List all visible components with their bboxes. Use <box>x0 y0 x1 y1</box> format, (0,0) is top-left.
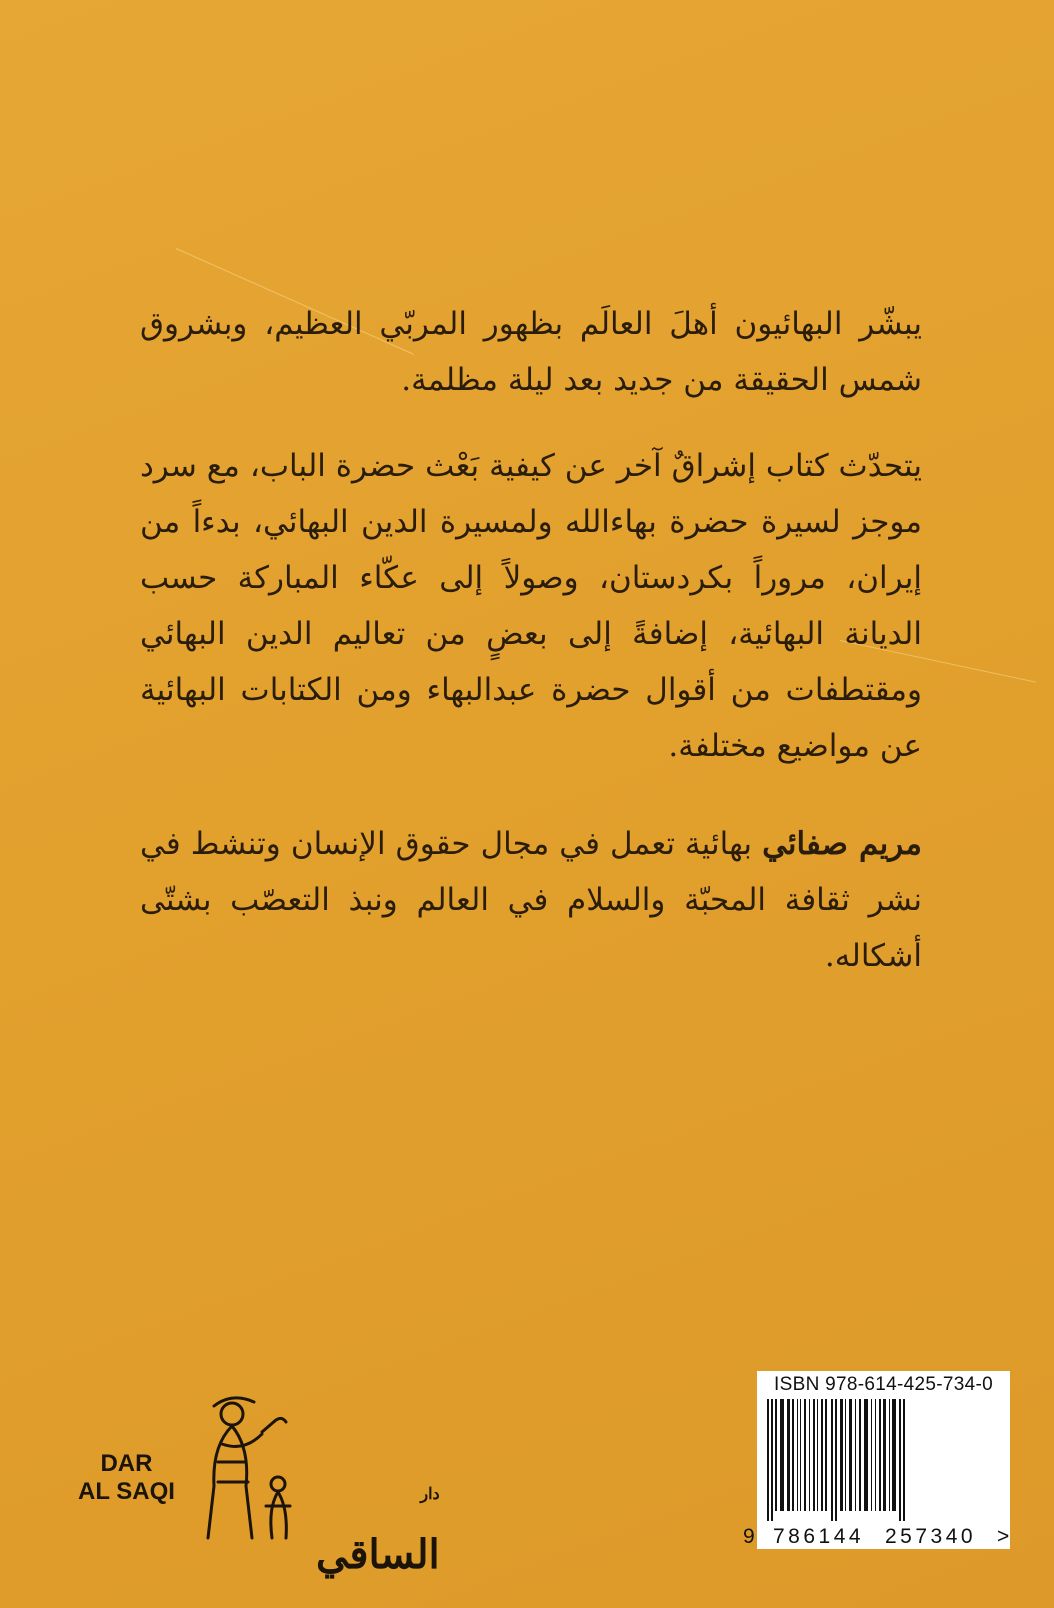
barcode-bar <box>871 1399 872 1511</box>
barcode-bar <box>889 1399 890 1511</box>
barcode-bar <box>849 1399 852 1511</box>
ean-quiet-zone-marker: > <box>997 1525 1010 1548</box>
barcode-bar <box>771 1399 773 1521</box>
publisher-latin-line: DAR <box>100 1450 153 1477</box>
blurb-paragraph: يبشّر البهائيون أهلَ العالَم بظهور المربّي العظيم، وبشروق شمس الحقيقة من جديد بعد ليلة مظلمة. <box>140 306 922 398</box>
barcode-bar <box>840 1399 843 1511</box>
author-name: مريم صفائي <box>762 826 922 862</box>
barcode-bar <box>813 1399 815 1511</box>
publisher-arabic-small: دار <box>420 1484 440 1503</box>
barcode-bar <box>787 1399 790 1511</box>
barcode-bar <box>903 1399 905 1521</box>
barcode-bar <box>835 1399 837 1521</box>
barcode-bar <box>859 1399 861 1511</box>
barcode-bar <box>809 1399 810 1511</box>
barcode-bar <box>821 1399 823 1511</box>
ean-right-group: 257340 <box>885 1525 977 1548</box>
barcode-bar <box>780 1399 784 1511</box>
publisher-arabic-main: الساقي <box>316 1531 440 1578</box>
blurb-paragraph: يتحدّث كتاب إشراقٌ آخر عن كيفية بَعْث حضرة الباب، مع سرد موجز لسيرة حضرة بهاءالله ولمسيرة الدين البهائي، بدءاً من إيران، مروراً بكردستان، وصولاً إلى عكّاء المباركة حسب الديانة البهائية، إضافةً إلى بعضٍ من تعاليم الدين البهائي ومقتطفات من أقوال حضرة عبدالبهاء ومن الكتابات البهائية عن مواضيع مختلفة. <box>140 448 922 764</box>
barcode-bar <box>767 1399 769 1521</box>
ean-left-group: 786144 <box>773 1525 865 1548</box>
barcode-bar <box>775 1399 777 1511</box>
publisher-emblem-icon <box>174 1392 306 1542</box>
back-cover-blurb <box>140 296 922 1014</box>
publisher-latin-name <box>78 1450 175 1506</box>
barcode-bar <box>792 1399 794 1511</box>
barcode-bar <box>883 1399 886 1511</box>
isbn-label: ISBN 978-614-425-734-0 <box>774 1374 993 1395</box>
barcode-bar <box>875 1399 876 1511</box>
barcode-bar <box>804 1399 806 1511</box>
ean-first-digit: 9 <box>743 1525 755 1548</box>
barcode-bars <box>765 1399 1002 1521</box>
barcode-bar <box>845 1399 846 1511</box>
publisher-arabic-name <box>316 1484 440 1578</box>
barcode-bar <box>855 1399 856 1511</box>
publisher-logo <box>78 1392 440 1578</box>
barcode-bar <box>864 1399 868 1511</box>
barcode-bar <box>892 1399 896 1511</box>
isbn-barcode <box>743 1371 1010 1549</box>
publisher-latin-line: AL SAQI <box>78 1478 175 1505</box>
author-bio <box>140 816 922 984</box>
barcode-bar <box>899 1399 901 1521</box>
barcode-bar <box>797 1399 798 1511</box>
barcode-bar <box>831 1399 833 1521</box>
author-bio-text: بهائية تعمل في مجال حقوق الإنسان وتنشط في نشر ثقافة المحبّة والسلام في العالم ونبذ التعصّب بشتّى أشكاله. <box>140 826 922 974</box>
barcode-bar <box>800 1399 801 1511</box>
barcode-bar <box>825 1399 827 1511</box>
barcode-bar <box>817 1399 818 1511</box>
barcode-bar <box>879 1399 881 1511</box>
